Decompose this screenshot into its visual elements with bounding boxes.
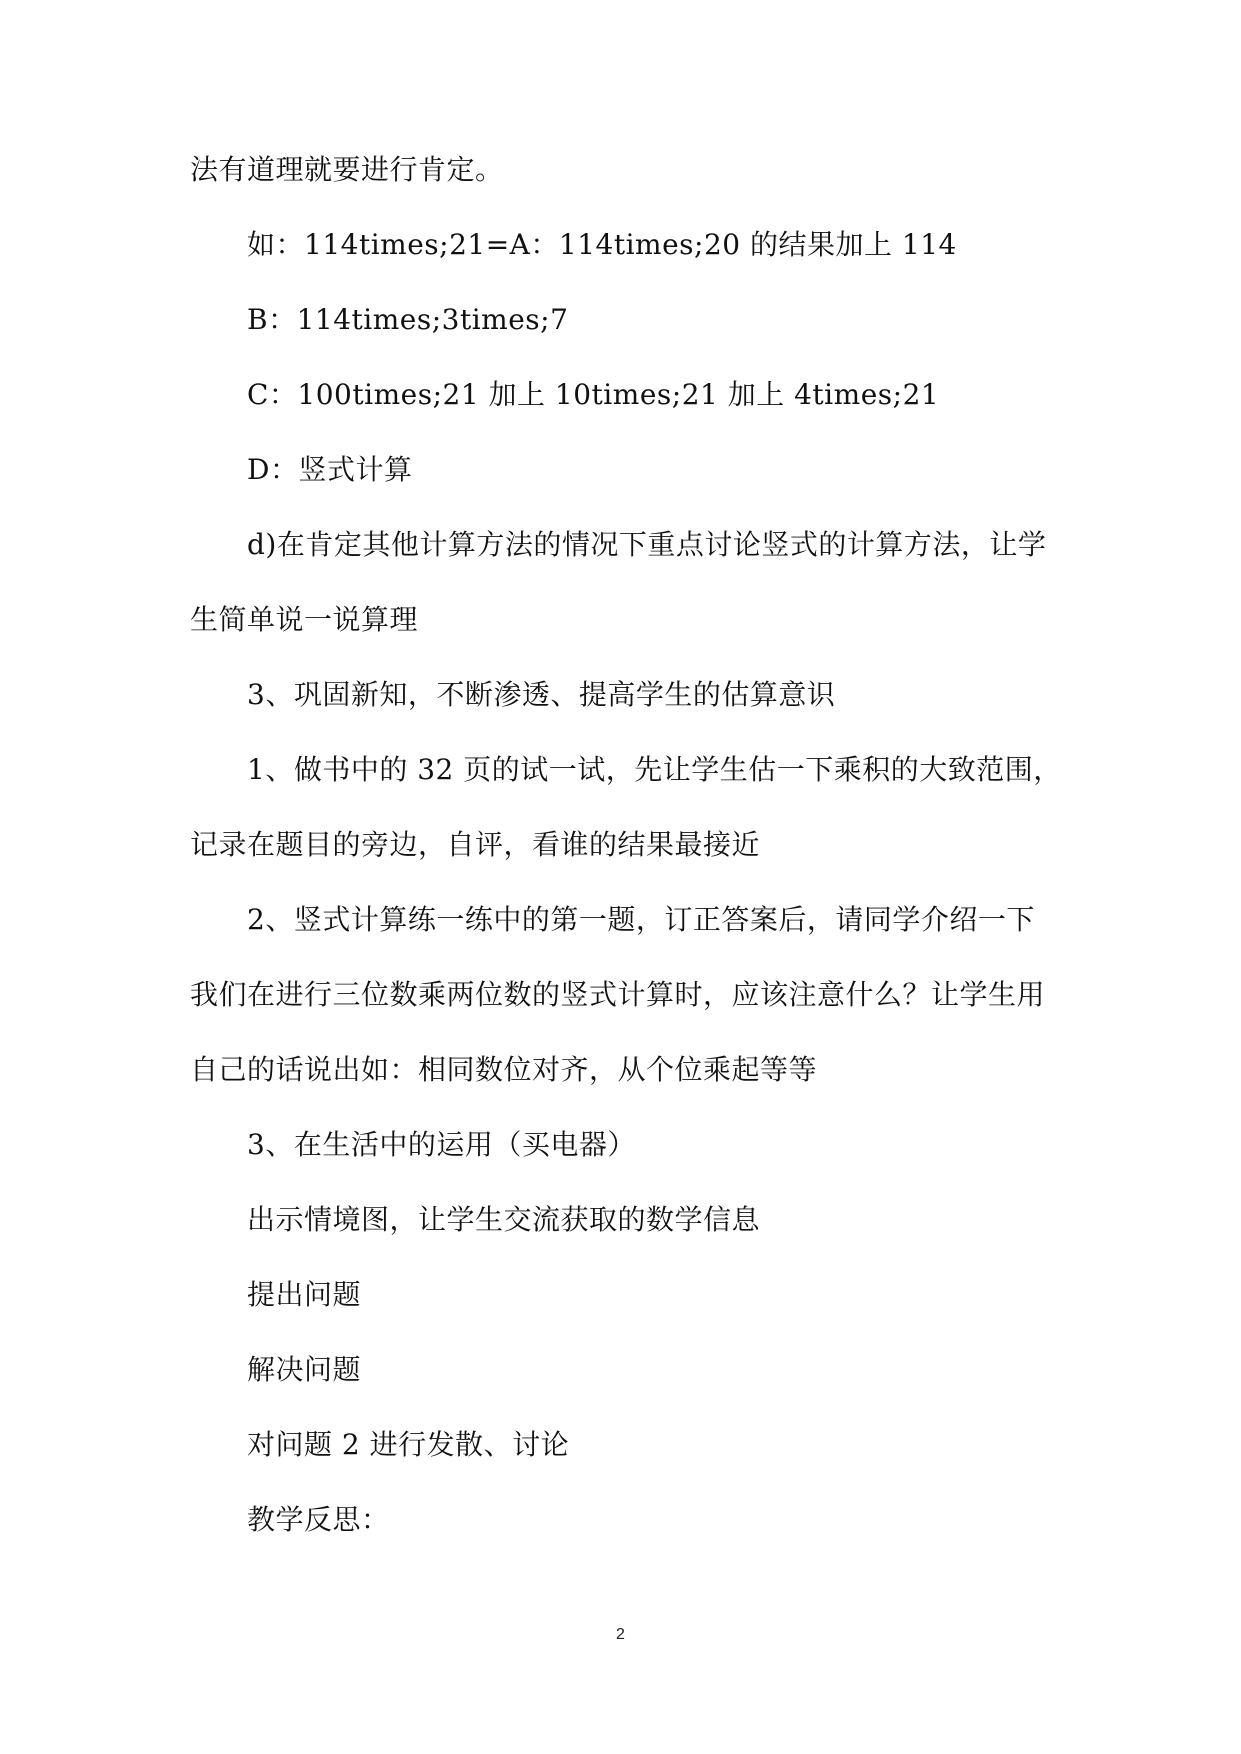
text-line: 自己的话说出如：相同数位对齐，从个位乘起等等 (190, 1053, 818, 1086)
text-line: 教学反思： (247, 1503, 390, 1536)
page-number: 2 (616, 1626, 625, 1643)
text-line: 1、做书中的 32 页的试一试，先让学生估一下乘积的大致范围， (247, 753, 1062, 786)
text-line: 生简单说一说算理 (190, 603, 419, 636)
text-line: 3、在生活中的运用（买电器） (247, 1128, 636, 1161)
text-line: 法有道理就要进行肯定。 (190, 153, 504, 186)
text-line: 2、竖式计算练一练中的第一题，订正答案后，请同学介绍一下 (247, 903, 1035, 936)
text-line: 出示情境图，让学生交流获取的数学信息 (247, 1203, 761, 1236)
text-line: D：竖式计算 (247, 453, 413, 486)
text-line: 提出问题 (247, 1278, 362, 1311)
text-line: d)在肯定其他计算方法的情况下重点讨论竖式的计算方法，让学 (247, 528, 1047, 561)
text-line: 我们在进行三位数乘两位数的竖式计算时，应该注意什么？让学生用 (190, 978, 1046, 1011)
text-line: 如：114times;21=A：114times;20 的结果加上 114 (247, 228, 957, 261)
text-line: C：100times;21 加上 10times;21 加上 4times;21 (247, 378, 940, 411)
text-line: 记录在题目的旁边，自评，看谁的结果最接近 (190, 828, 761, 861)
text-line: 3、巩固新知，不断渗透、提高学生的估算意识 (247, 678, 836, 711)
text-line: 解决问题 (247, 1353, 362, 1386)
text-line: B：114times;3times;7 (247, 303, 569, 336)
text-line: 对问题 2 进行发散、讨论 (247, 1428, 570, 1461)
